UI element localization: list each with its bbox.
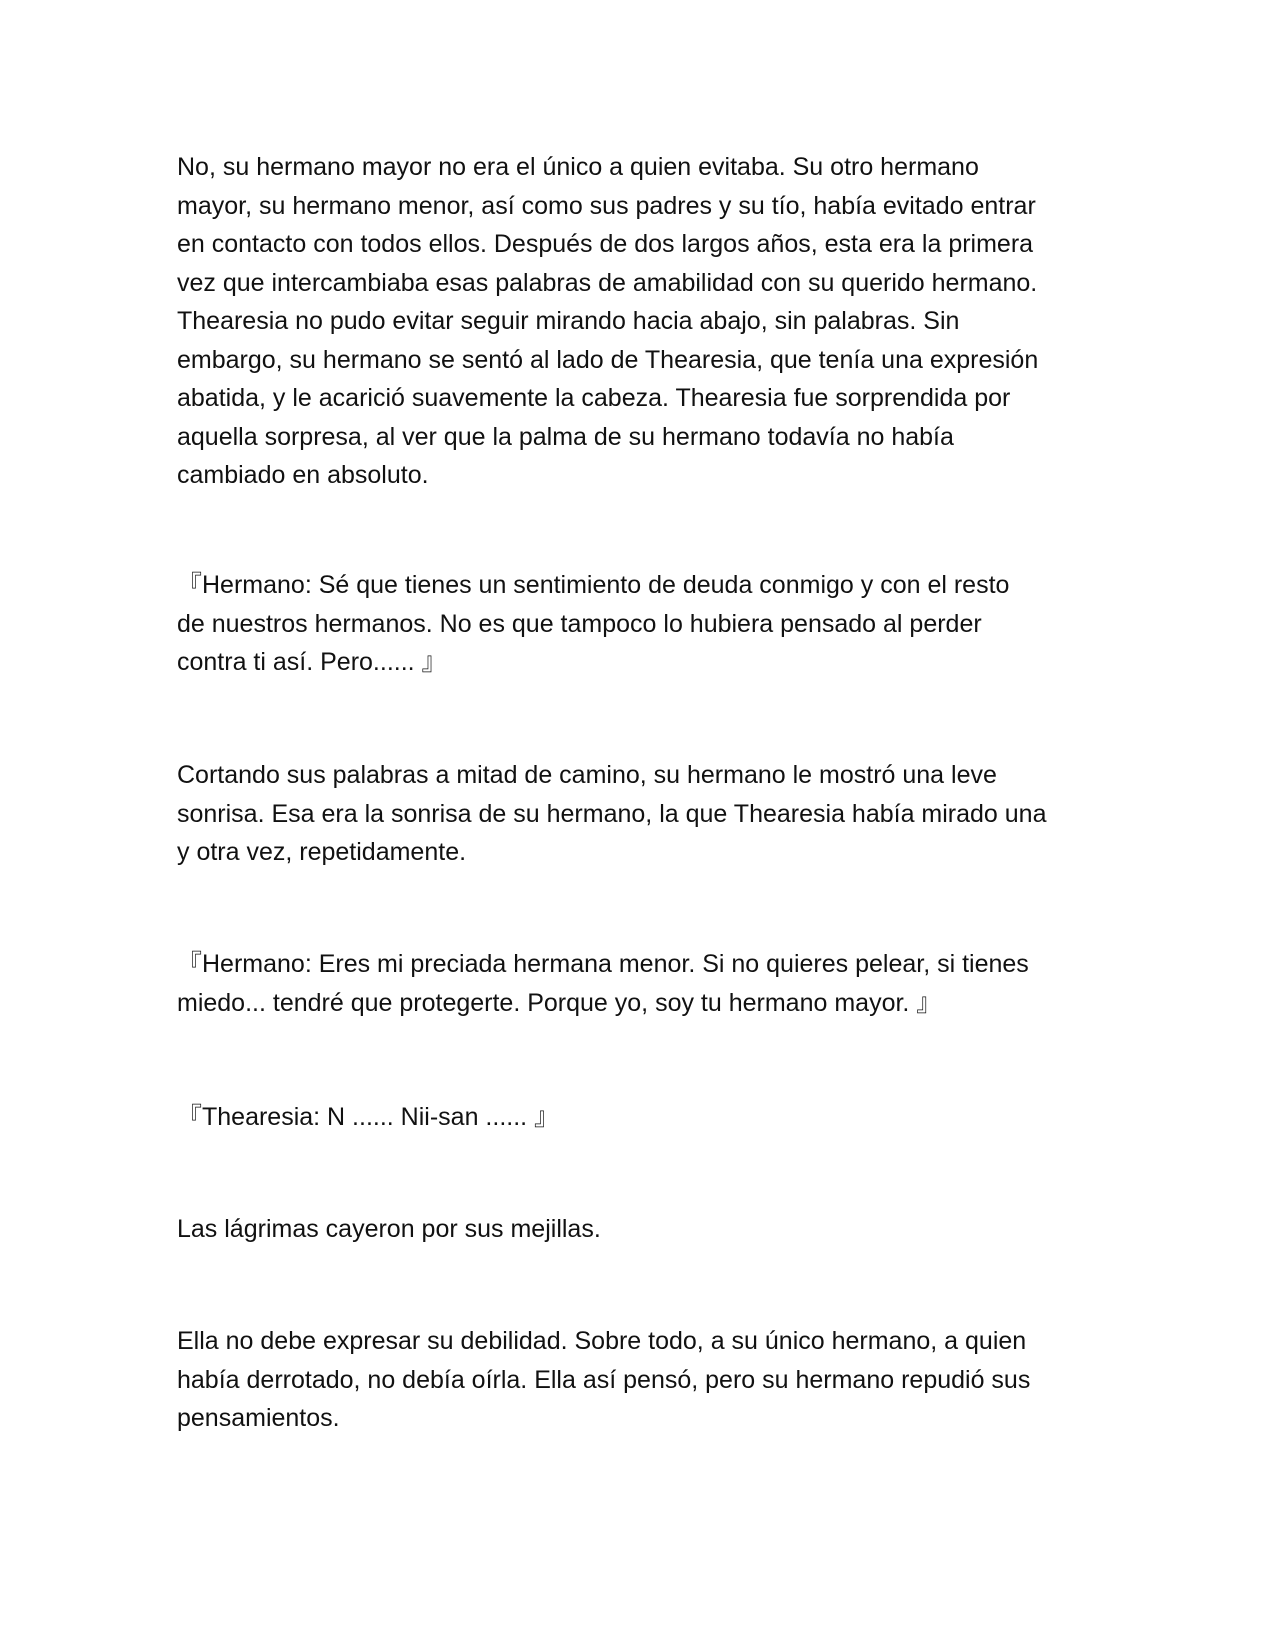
text-line: abatida, y le acarició suavemente la cabeza. Thearesia fue sorprendida por — [177, 384, 1011, 412]
text-line: vez que intercambiaba esas palabras de amabilidad con su querido hermano. — [177, 268, 1038, 297]
paragraph-dialogue-hermano-2 — [177, 945, 1097, 1022]
text-line: Las lágrimas cayeron por sus mejillas. — [177, 1215, 601, 1243]
text-line: 『Thearesia: N ...... Nii-san ...... 』 — [177, 1103, 560, 1131]
text-line: 『Hermano: Sé que tienes un sentimiento de deuda conmigo y con el resto — [177, 571, 1010, 599]
text-line: de nuestros hermanos. No es que tampoco lo hubiera pensado al perder — [177, 609, 982, 638]
text-line: Ella no debe expresar su debilidad. Sobre todo, a su único hermano, a quien — [177, 1327, 1027, 1355]
text-line: mayor, su hermano menor, así como sus padres y su tío, había evitado entrar — [177, 191, 1036, 220]
text-line: embargo, su hermano se sentó al lado de Thearesia, que tenía una expresión — [177, 345, 1039, 374]
text-line: contra ti así. Pero...... 』 — [177, 648, 447, 676]
text-line: Cortando sus palabras a mitad de camino, su hermano le mostró una leve — [177, 761, 997, 789]
text-line: cambiado en absoluto. — [177, 461, 429, 489]
paragraph-dialogue-hermano-1 — [177, 566, 1097, 682]
paragraph-narration-1 — [177, 148, 1097, 495]
text-line: y otra vez, repetidamente. — [177, 838, 467, 866]
text-line: aquella sorpresa, al ver que la palma de su hermano todavía no había — [177, 422, 954, 451]
text-line: miedo... tendré que protegerte. Porque yo, soy tu hermano mayor. 』 — [177, 988, 942, 1017]
paragraph-narration-4 — [177, 1322, 1097, 1438]
text-line: Thearesia no pudo evitar seguir mirando hacia abajo, sin palabras. Sin — [177, 307, 960, 335]
text-line: No, su hermano mayor no era el único a quien evitaba. Su otro hermano — [177, 153, 979, 181]
paragraph-dialogue-thearesia — [177, 1098, 1097, 1137]
text-line: sonrisa. Esa era la sonrisa de su hermano, la que Thearesia había mirado una — [177, 799, 1047, 828]
text-line: 『Hermano: Eres mi preciada hermana menor. Si no quieres pelear, si tienes — [177, 950, 1029, 978]
text-line: en contacto con todos ellos. Después de dos largos años, esta era la primera — [177, 230, 1034, 258]
paragraph-narration-2 — [177, 756, 1097, 872]
text-line: había derrotado, no debía oírla. Ella así pensó, pero su hermano repudió sus — [177, 1365, 1031, 1394]
paragraph-narration-3 — [177, 1210, 1097, 1249]
text-line: pensamientos. — [177, 1404, 340, 1432]
